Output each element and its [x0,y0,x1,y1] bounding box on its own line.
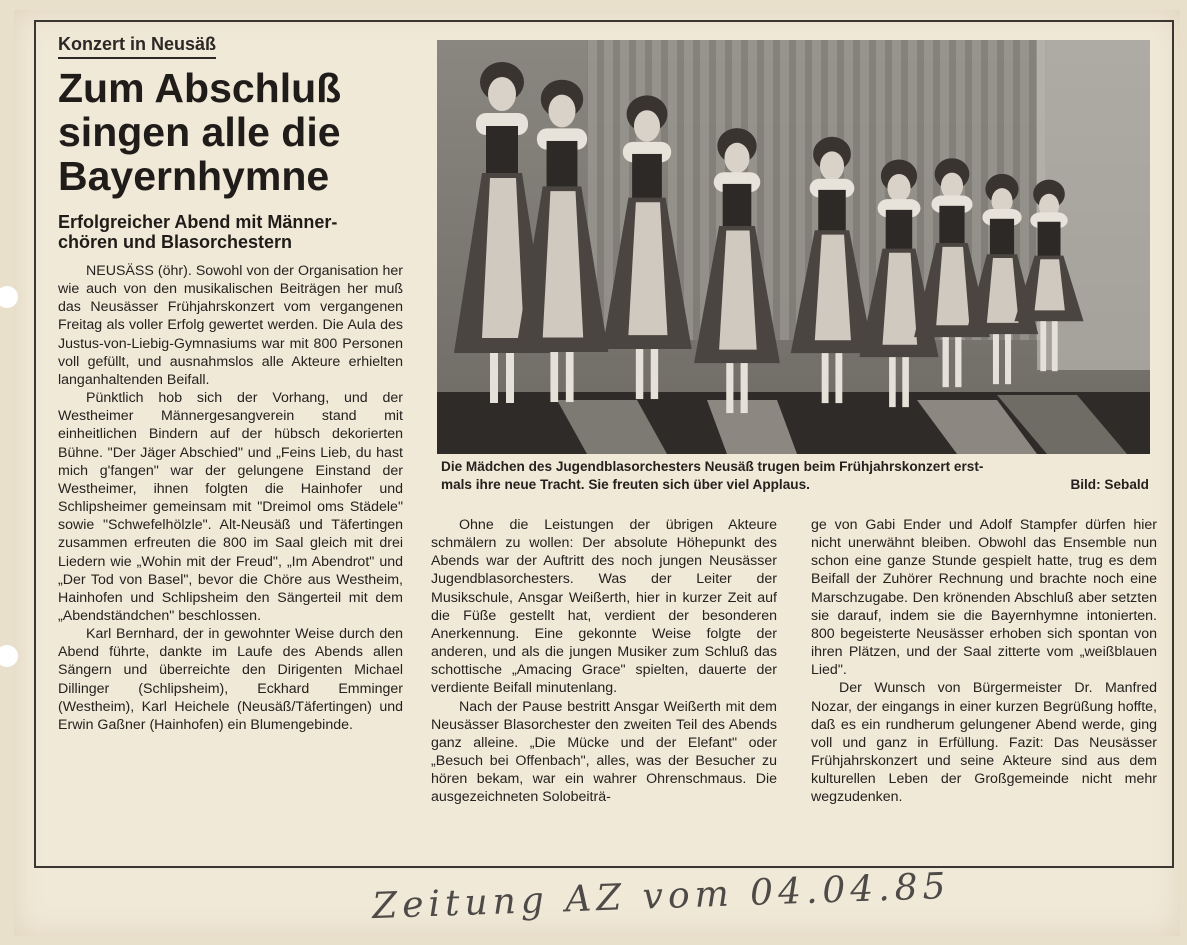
paragraph: NEUSÄSS (öhr). Sowohl von der Organisation her wie auch von den musikalischen Beiträgen her muß das Neusässer Frühjahrskonzert vom vergangenen Freitag als voller Erfolg gewertet werden. Die Aula des Justus-von-Liebig-Gymnasiums war mit 800 Personen voll gefüllt, und ausnahmslos alle Akteure erhielten langanhaltenden Beifall. [58,263,403,388]
article-subheadline [58,212,438,252]
article-headline [58,66,438,198]
paragraph: Nach der Pause bestritt Ansgar Weißerth mit dem Neusässer Blasorchester den zweiten Teil des Abends ganz alleine. „Die Mücke und der Elefant" oder „Besuch bei Offenbach", alles, was der Besucher zu hören bekam, war ein wahrer Ohrenschmaus. Die ausgezeichneten Solobeiträ- [431,698,777,806]
concert-photo [437,40,1150,454]
paragraph: Karl Bernhard, der in gewohnter Weise durch den Abend führte, dankte im Laufe des Abends allen Sängern und überreichte den Dirigenten Michael Dillinger (Schlipsheim), Eckhard Emminger (Westheim), Karl Heichele (Neusäß/Täfertingen) und Erwin Gaßner (Hainhofen) ein Blumengebinde. [58,626,403,733]
headline-line: singen alle die [58,109,341,155]
handwritten-note: Zeitung AZ vom 04.04.85 [371,865,952,928]
paragraph: Ohne die Leistungen der übrigen Akteure schmälern zu wollen: Der absolute Höhepunkt des Abends war der Auftritt des noch jungen Neusässer Jugendblasorchesters. Was der Leiter der Musikschule, Ansgar Weißerth, hier in kurzer Zeit auf die Füße gestellt hat, verdient der besonderen Anerkennung. Eine gekonnte Weise folgte der anderen, und als die jungen Musiker zum Schluß das schottische „Amacing Grace" spielten, dauerte der verdiente Beifall minutenlang. [431,517,777,697]
headline-line: Zum Abschluß [58,65,342,111]
paragraph: Pünktlich hob sich der Vorhang, und der Westheimer Männergesangverein stand mit einheitlichen Bindern auf der hübsch dekorierten Bühne. "Der Jäger Abschied" und „Feins Lieb, du hast mich g'fangen" war der gelungene Einstand der Westheimer, ihnen folgten die Hainhofer und Schlipsheimer gemeinsam mit "Dreimol oms Städele" sowie "Schwefelhölzle". Alt-Neusäß und Täfertingen zusammen erfreuten die 800 im Saal gleich mit drei Liedern wie „Wohin mit der Freud", „Im Abendrot" und „Der Tod von Basel", bevor die Chöre aus Westheim, Hainhofen und Schlipsheim den Sängerteil mit dem „Abendständchen" beschlossen. [58,390,403,624]
text-column-1 [58,262,403,734]
subheadline-line: chören und Blasorchestern [58,232,293,252]
caption-line: Die Mädchen des Jugendblasorchesters Neusäß trugen beim Frühjahrskonzert erst- [441,459,984,474]
article-kicker: Konzert in Neusäß [58,34,216,59]
subheadline-line: Erfolgreicher Abend mit Männer- [58,212,338,232]
text-column-2 [431,516,777,807]
photo-credit: Bild: Sebald [1070,477,1149,492]
text-column-3 [811,516,1157,807]
paragraph: ge von Gabi Ender und Adolf Stampfer dürfen hier nicht unerwähnt bleiben. Obwohl das Ensemble nun schon eine ganze Stunde gespielt hatte, trug es dem Beifall der Zuhörer Rechnung und brachte noch eine Marschzugabe. Den krönenden Abschluß aber setzten sie darauf, indem sie die Bayernhymne intonierten. 800 begeisterte Neusässer erhoben sich spontan von ihren Plätzen, und der Saal zitterte vom „weißblauen Lied". [811,517,1157,679]
headline-line: Bayernhymne [58,153,330,199]
photo-of-girls-in-dirndl [437,40,1150,454]
photo-caption [441,458,1149,494]
caption-line: mals ihre neue Tracht. Sie freuten sich über viel Applaus. [441,477,810,492]
paragraph: Der Wunsch von Bürgermeister Dr. Manfred Nozar, der eingangs in einer kurzen Begrüßung hoffte, daß es ein rundherum gelungener Abend werde, ging voll und ganz in Erfüllung. Fazit: Das Neusässer Frühjahrskonzert und seine Akteure sind aus dem kulturellen Leben der Großgemeinde nicht mehr wegzudenken. [811,680,1157,806]
